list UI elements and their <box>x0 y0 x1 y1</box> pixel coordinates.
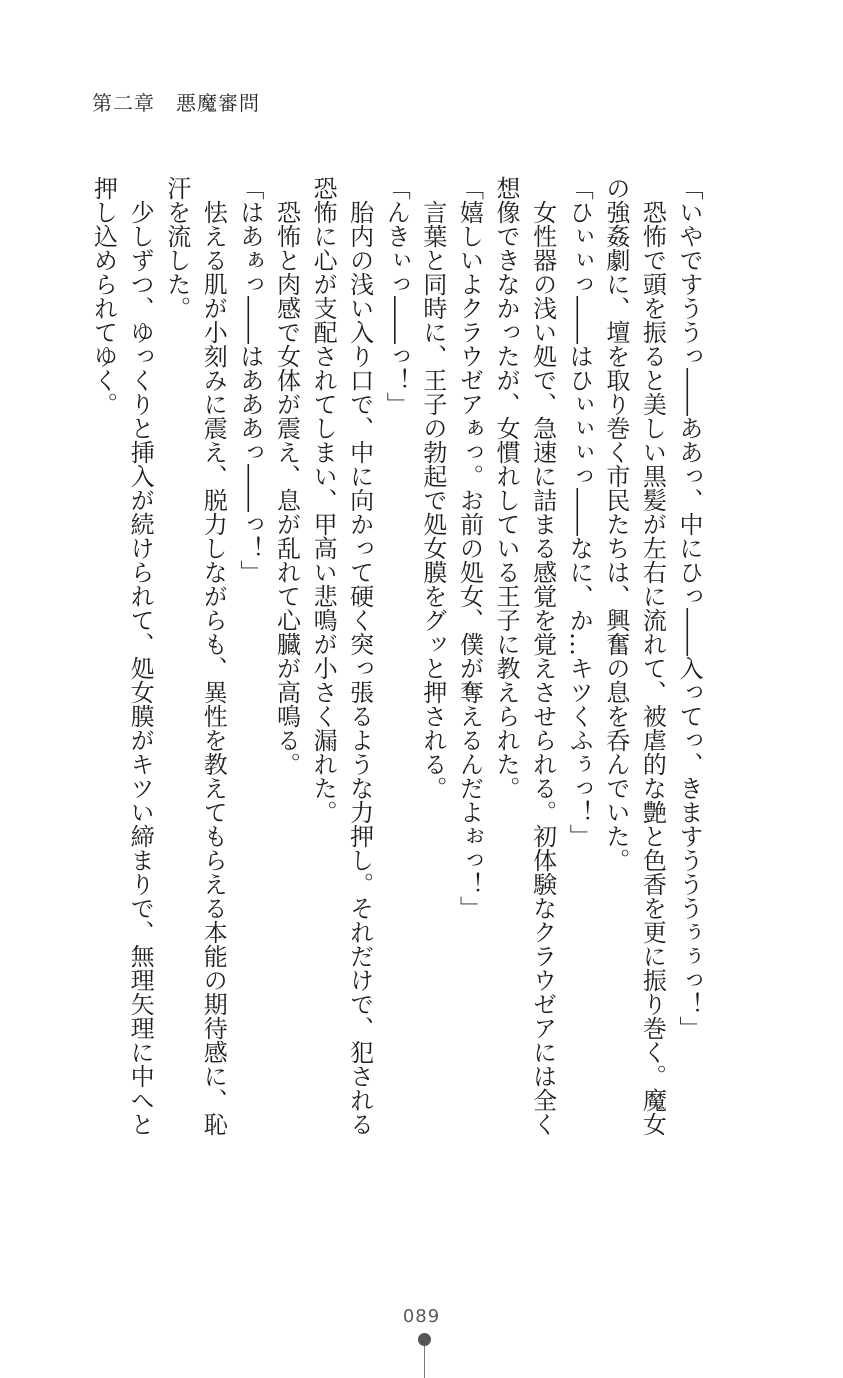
chapter-header: 第二章 悪魔審問 <box>92 91 260 115</box>
text-line: 言葉と同時に、王子の勃起で処女膜をグッと押される。 <box>418 176 447 800</box>
text-line: 「嬉しいよクラウゼアぁっ。お前の処女、僕が奪えるんだよぉっ！」 <box>455 176 484 920</box>
text-line: 「んきぃっ――っ！」 <box>382 176 411 416</box>
text-line: 恐怖と肉感で女体が震え、息が乱れて心臓が高鳴る。 <box>272 176 301 776</box>
text-line: 想像できなかったが、女慣れしている王子に教えられた。 <box>492 176 521 800</box>
page-number: 089 <box>402 1306 441 1327</box>
text-line: 汗を流した。 <box>162 176 191 320</box>
text-line: 「ひぃぃっ――はひぃぃぃっ――なに、か…キツくふぅっ！」 <box>565 176 594 848</box>
page-marker-line <box>424 1346 425 1378</box>
text-line: 女性器の浅い処で、急速に詰まる感覚を覚えさせられる。初体験なクラウゼアには全く <box>528 176 557 1136</box>
text-line: 怯える肌が小刻みに震え、脱力しながらも、異性を教えてもらえる本能の期待感に、恥 <box>199 176 228 1136</box>
text-line: 「いやですううっ――ああっ、中にひっ――入ってっ、きますうううぅぅっ！」 <box>675 176 703 1040</box>
text-line: 胎内の浅い入り口で、中に向かって硬く突っ張るような力押し。それだけで、犯される <box>345 176 374 1136</box>
text-line: 押し込められてゆく。 <box>89 176 118 416</box>
page-marker-dot <box>418 1333 431 1346</box>
text-line: の強姦劇に、壇を取り巻く市民たちは、興奮の息を呑んでいた。 <box>601 176 630 872</box>
text-line: 少しずつ、ゆっくりと挿入が続けられて、処女膜がキツい締まりで、無理矢理に中へと <box>126 176 155 1136</box>
text-line: 恐怖に心が支配されてしまい、甲高い悲鳴が小さく漏れた。 <box>309 176 338 824</box>
text-line: 「はあぁっ――はあああっ――っ！」 <box>235 176 264 584</box>
text-line: 恐怖で頭を振ると美しい黒髪が左右に流れて、被虐的な艶と色香を更に振り巻く。魔女 <box>638 176 667 1136</box>
body-text <box>85 176 707 1136</box>
